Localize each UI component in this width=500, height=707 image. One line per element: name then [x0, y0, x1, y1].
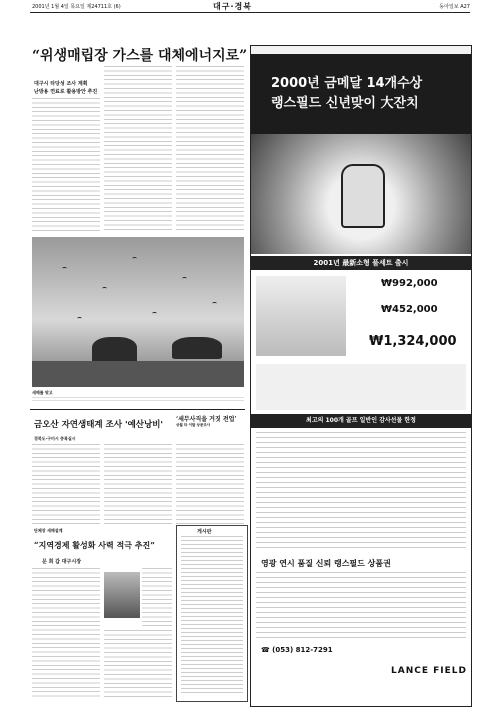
- ad-title-block: [251, 54, 471, 134]
- story2-col3: [176, 444, 244, 524]
- seagull: [132, 257, 137, 260]
- ad-banner2: 최고의 100개 골프 일반인 감사선물 한정: [251, 414, 471, 428]
- interview-col1: [32, 568, 100, 698]
- rock-left: [92, 337, 137, 363]
- lead-body-col3: [176, 66, 244, 232]
- ad-trophy-image: [251, 134, 471, 254]
- price-2: ₩452,000: [381, 304, 438, 315]
- ad-banner1: 2001년 最新소형 풀세트 출시: [251, 256, 471, 270]
- ad-phone: ☎ (053) 812-7291: [261, 646, 333, 654]
- lead-sub2: 난방용 연료로 활용방안 추진: [34, 89, 98, 95]
- ad-title-line1: 2000년 금메달 14개수상: [271, 76, 423, 91]
- seagull: [212, 302, 217, 305]
- seagull: [102, 287, 107, 290]
- paper-page: 동아일보 A27: [439, 4, 470, 10]
- interview-kicker: 단체장 새해설계: [34, 528, 63, 533]
- lead-sub1: 대구시 타당성 조사 계획: [34, 81, 88, 87]
- section-rule: [30, 409, 245, 410]
- story2-col2: [104, 444, 172, 524]
- seagull: [77, 317, 82, 320]
- date-line: 2001년 1월 4일 목요일 제24711호 (6): [32, 4, 121, 10]
- interview-col2b: [104, 630, 172, 698]
- seagull: [182, 277, 187, 280]
- ad-bottom-title: 영광 연시 품질 신뢰 랭스필드 상품권: [261, 559, 391, 568]
- golf-set-image: [256, 276, 346, 356]
- interview-headline: “지역경제 활성화 사력 적극 추진”: [34, 540, 155, 550]
- story3-sub: 상월 타 이탈 상문조사: [176, 423, 211, 427]
- ad-top-line: [251, 46, 471, 54]
- interview-name: 문 희 갑 대구시장: [42, 559, 82, 565]
- header-rule: [30, 12, 470, 13]
- seagull: [62, 267, 67, 270]
- lead-headline: “위생매립장 가스를 대체에너지로”: [32, 48, 248, 64]
- photo-caption: [32, 397, 244, 403]
- rock-right: [172, 337, 222, 359]
- lead-body-col2: [104, 66, 172, 232]
- ad-details: [256, 432, 466, 552]
- sea: [32, 361, 244, 387]
- price-3: ₩1,324,000: [369, 334, 457, 349]
- section-title: 대구·경북: [213, 2, 252, 11]
- seagull: [152, 312, 157, 315]
- photo-caption-title: 새해를 맞고: [32, 390, 53, 395]
- lancefield-ad: [250, 45, 472, 707]
- mayor-photo: [104, 572, 140, 618]
- lead-body-col1: [32, 98, 100, 233]
- notice-box: [176, 525, 248, 702]
- notice-body: [181, 536, 243, 696]
- ad-title-line2: 랭스필드 신년맞이 大잔치: [271, 96, 419, 111]
- story2-sub: 경북도·구미시 중복실시: [34, 436, 76, 441]
- page-header: [0, 0, 500, 12]
- ad-brand: LANCE FIELD: [391, 666, 467, 676]
- price-1: ₩992,000: [381, 278, 438, 289]
- story3-headline: ‘세무사직을 거짓 전업’: [176, 416, 237, 423]
- story2-headline: 금오산 자연생태계 조사 '예산낭비': [34, 420, 164, 430]
- interview-col2a: [142, 568, 172, 628]
- notice-title: 게시판: [197, 529, 212, 535]
- story2-col1: [32, 444, 100, 524]
- trophy-icon: [341, 164, 385, 228]
- ad-gift-section: [256, 364, 466, 410]
- ad-voucher-info: [256, 572, 466, 642]
- lead-photo: [32, 237, 244, 387]
